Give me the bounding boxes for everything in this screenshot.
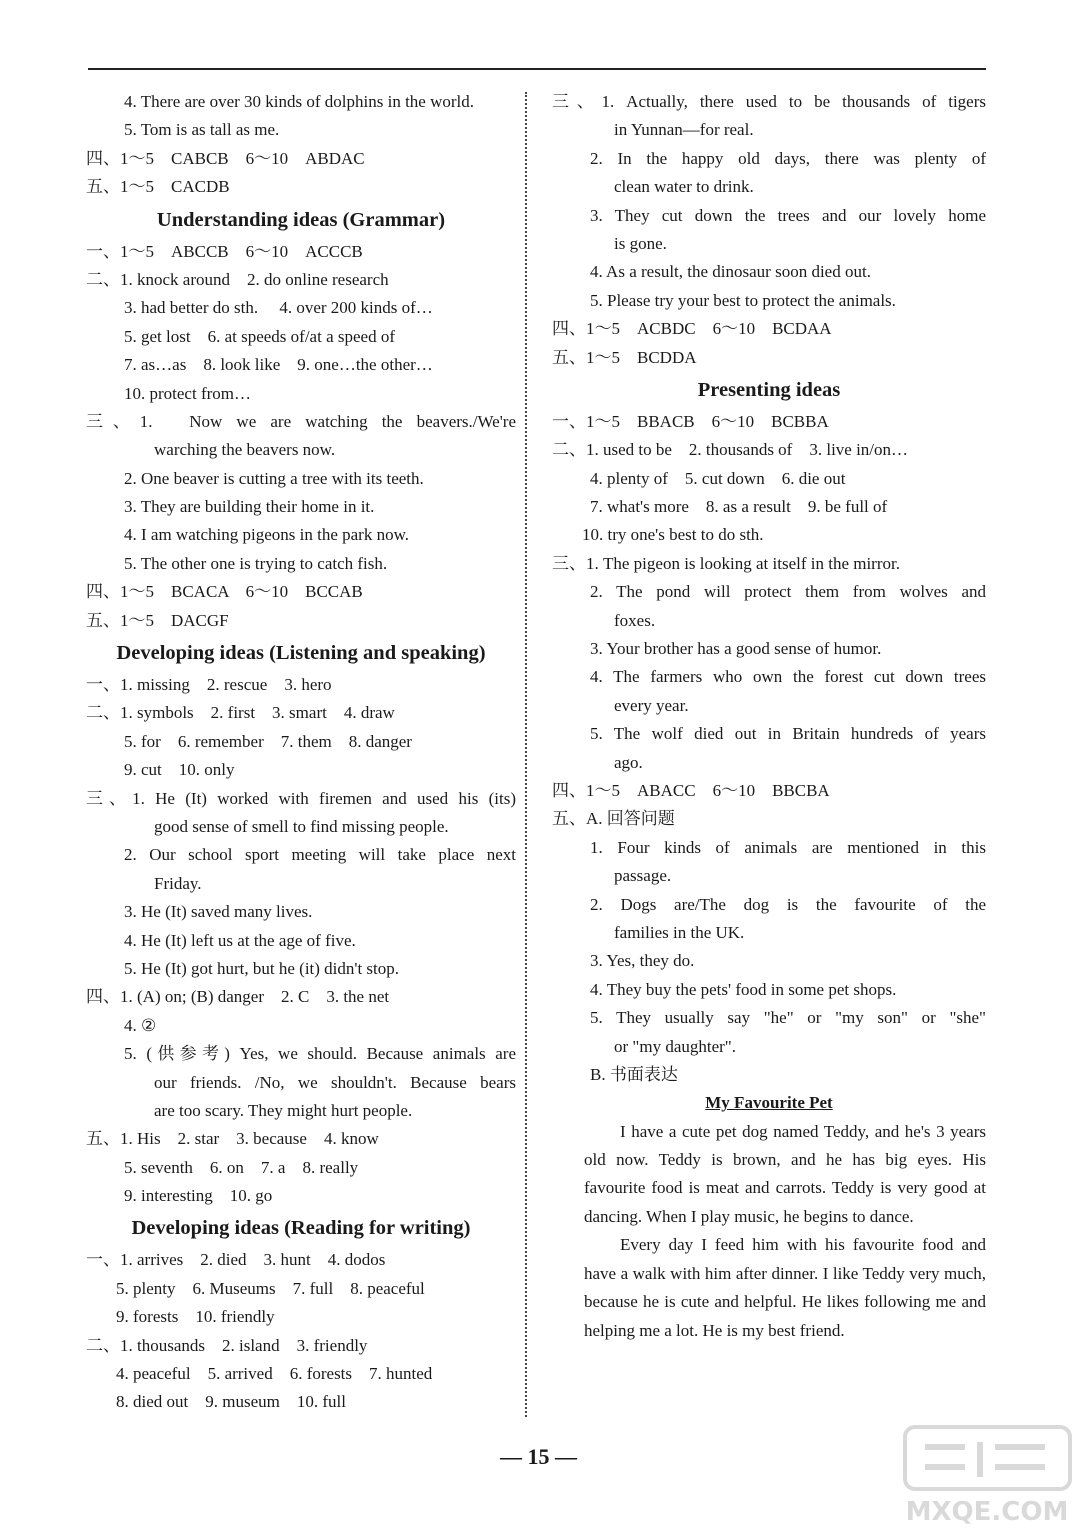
answer-line: 4. They buy the pets' food in some pet shops. bbox=[590, 979, 897, 999]
answer-line: 3. He (It) saved many lives. bbox=[124, 902, 313, 922]
answer-line: 四、1. (A) on; (B) danger 2. C 3. the net bbox=[86, 987, 390, 1007]
answer-line: our friends. /No, we shouldn't. Because bears bbox=[154, 1072, 516, 1092]
answer-line: 二、1. thousands 2. island 3. friendly bbox=[86, 1335, 368, 1355]
answer-line: 2. Our school sport meeting will take place next bbox=[124, 845, 516, 865]
answer-line: 3. Yes, they do. bbox=[590, 951, 695, 971]
answer-line: 2. In the happy old days, there was plenty of bbox=[590, 148, 986, 168]
answer-line: 9. interesting 10. go bbox=[124, 1186, 273, 1206]
answer-line: 4. There are over 30 kinds of dolphins in the world. bbox=[124, 92, 475, 111]
section-heading: Understanding ideas (Grammar) bbox=[156, 208, 446, 231]
answer-line: 5. Please try your best to protect the animals. bbox=[590, 290, 896, 310]
answer-line: 4. As a result, the dinosaur soon died out. bbox=[590, 262, 871, 282]
answer-line: ago. bbox=[614, 752, 643, 772]
answer-line: 2. The pond will protect them from wolves and bbox=[590, 582, 986, 602]
section-heading: Developing ideas (Listening and speaking) bbox=[116, 642, 486, 665]
watermark-text: MXQE.COM bbox=[905, 1497, 1069, 1527]
answer-line: 4. ② bbox=[124, 1015, 157, 1035]
answer-line: 9. cut 10. only bbox=[124, 760, 235, 780]
answer-line: 5. Tom is as tall as me. bbox=[124, 120, 280, 140]
essay-body bbox=[552, 1118, 986, 1345]
answer-line: 3. They are building their home in it. bbox=[124, 497, 375, 517]
answer-line: in Yunnan—for real. bbox=[614, 120, 754, 140]
answer-line: 五、1. His 2. star 3. because 4. know bbox=[86, 1129, 379, 1149]
answer-line: 10. try one's best to do sth. bbox=[582, 525, 764, 545]
answer-line: are too scary. They might hurt people. bbox=[154, 1100, 413, 1120]
answer-line: 5. He (It) got hurt, but he (it) didn't stop. bbox=[124, 958, 400, 978]
right-column bbox=[552, 88, 986, 1345]
answer-line: families in the UK. bbox=[614, 922, 745, 942]
answer-line: 7. what's more 8. as a result 9. be full of bbox=[590, 497, 888, 517]
answer-line: clean water to drink. bbox=[614, 177, 754, 197]
answer-line: 8. died out 9. museum 10. full bbox=[116, 1392, 346, 1412]
answer-line: 五、A. 回答问题 bbox=[552, 809, 675, 829]
essay-paragraph: I have a cute pet dog named Teddy, and he's 3 years old now. Teddy is brown, and he has big eyes. His favourite food is meat and carrots. Teddy is very good at dancing. When I play music, he begins to dance. bbox=[584, 1121, 986, 1226]
answer-line: 5. The wolf died out in Britain hundreds of years bbox=[590, 724, 986, 744]
answer-line: 5. seventh 6. on 7. a 8. really bbox=[124, 1157, 359, 1177]
answer-line: 一、1～5 ABCCB 6～10 ACCCB bbox=[86, 241, 363, 261]
answer-line: 9. forests 10. friendly bbox=[116, 1307, 275, 1327]
page-number: — 15 — bbox=[500, 1444, 577, 1469]
answer-line: 4. plenty of 5. cut down 6. die out bbox=[590, 468, 846, 488]
answer-line: 三、1. The pigeon is looking at itself in the mirror. bbox=[552, 553, 900, 573]
answer-line: 5. for 6. remember 7. them 8. danger bbox=[124, 731, 412, 751]
answer-line: 一、1. missing 2. rescue 3. hero bbox=[86, 675, 332, 695]
answer-line: 五、1～5 CACDB bbox=[86, 177, 230, 197]
answer-line: every year. bbox=[614, 695, 689, 715]
answer-line: Friday. bbox=[154, 873, 202, 893]
answer-line: 四、1～5 BCACA 6～10 BCCAB bbox=[86, 582, 363, 602]
answer-line: 3. had better do sth. 4. over 200 kinds of… bbox=[124, 298, 433, 318]
answer-line: 2. Dogs are/The dog is the favourite of the bbox=[590, 894, 986, 914]
answer-line: 7. as…as 8. look like 9. one…the other… bbox=[124, 355, 433, 375]
answer-line: 4. The farmers who own the forest cut down trees bbox=[590, 667, 986, 687]
answer-line: B. 书面表达 bbox=[590, 1064, 678, 1084]
essay-title: My Favourite Pet bbox=[705, 1093, 833, 1113]
answer-line: 一、1. arrives 2. died 3. hunt 4. dodos bbox=[86, 1250, 386, 1270]
answer-line: 五、1～5 BCDDA bbox=[552, 347, 697, 367]
answer-line: good sense of smell to find missing people. bbox=[154, 816, 449, 836]
answer-line: 5. The other one is trying to catch fish. bbox=[124, 553, 388, 573]
answer-line: 3. Your brother has a good sense of humor. bbox=[590, 639, 882, 659]
answer-line: 4. peaceful 5. arrived 6. forests 7. hunted bbox=[116, 1364, 433, 1384]
answer-line: 5. get lost 6. at speeds of/at a speed of bbox=[124, 326, 395, 346]
answer-line: 一、1～5 BBACB 6～10 BCBBA bbox=[552, 411, 829, 431]
answer-line: 2. One beaver is cutting a tree with its teeth. bbox=[124, 468, 424, 488]
essay-paragraph: Every day I feed him with his favourite food and have a walk with him after dinner. I like Teddy very much, because he is cute and helpful. He likes following me and helping me a lot. He is my best friend. bbox=[584, 1235, 986, 1340]
answer-line: 5. (供参考) Yes, we should. Because animals are bbox=[124, 1044, 516, 1064]
answer-line: 三、1. Actually, there used to be thousands of tigers bbox=[552, 92, 986, 111]
answer-line: 10. protect from… bbox=[124, 383, 251, 403]
answer-line: passage. bbox=[614, 866, 672, 886]
answer-line: is gone. bbox=[614, 233, 667, 253]
answer-line: 二、1. knock around 2. do online research bbox=[86, 269, 389, 289]
answer-line: 4. He (It) left us at the age of five. bbox=[124, 930, 356, 950]
answer-line: 五、1～5 DACGF bbox=[86, 610, 229, 630]
answer-line: 二、1. symbols 2. first 3. smart 4. draw bbox=[86, 703, 395, 723]
section-heading: Developing ideas (Reading for writing) bbox=[131, 1217, 471, 1240]
top-rule bbox=[88, 68, 986, 70]
answer-line: 三、1. Now we are watching the beavers./We're bbox=[86, 411, 516, 431]
answer-line: 5. They usually say "he" or "my son" or "she" bbox=[590, 1008, 986, 1028]
answer-line: 四、1～5 CABCB 6～10 ABDAC bbox=[86, 148, 365, 168]
answer-line: 四、1～5 ABACC 6～10 BBCBA bbox=[552, 780, 830, 800]
answer-line: 三、1. He (It) worked with firemen and used his (its) bbox=[86, 788, 516, 808]
answer-line: 5. plenty 6. Museums 7. full 8. peaceful bbox=[116, 1278, 425, 1298]
left-column bbox=[86, 88, 516, 1417]
answer-line: 四、1～5 ACBDC 6～10 BCDAA bbox=[552, 319, 832, 339]
answer-line: 3. They cut down the trees and our lovely home bbox=[590, 205, 986, 225]
answer-line: warching the beavers now. bbox=[154, 440, 336, 460]
answer-line: foxes. bbox=[614, 610, 656, 630]
right-column-lines bbox=[552, 88, 986, 1089]
column-divider bbox=[525, 92, 527, 1417]
answer-line: or "my daughter". bbox=[614, 1036, 736, 1056]
answer-line: 4. I am watching pigeons in the park now. bbox=[124, 525, 409, 545]
section-heading: Presenting ideas bbox=[697, 378, 841, 401]
answer-line: 1. Four kinds of animals are mentioned in this bbox=[590, 837, 986, 857]
answer-line: 二、1. used to be 2. thousands of 3. live in/on… bbox=[552, 440, 909, 460]
answer-site-logo-icon bbox=[900, 1422, 1075, 1532]
